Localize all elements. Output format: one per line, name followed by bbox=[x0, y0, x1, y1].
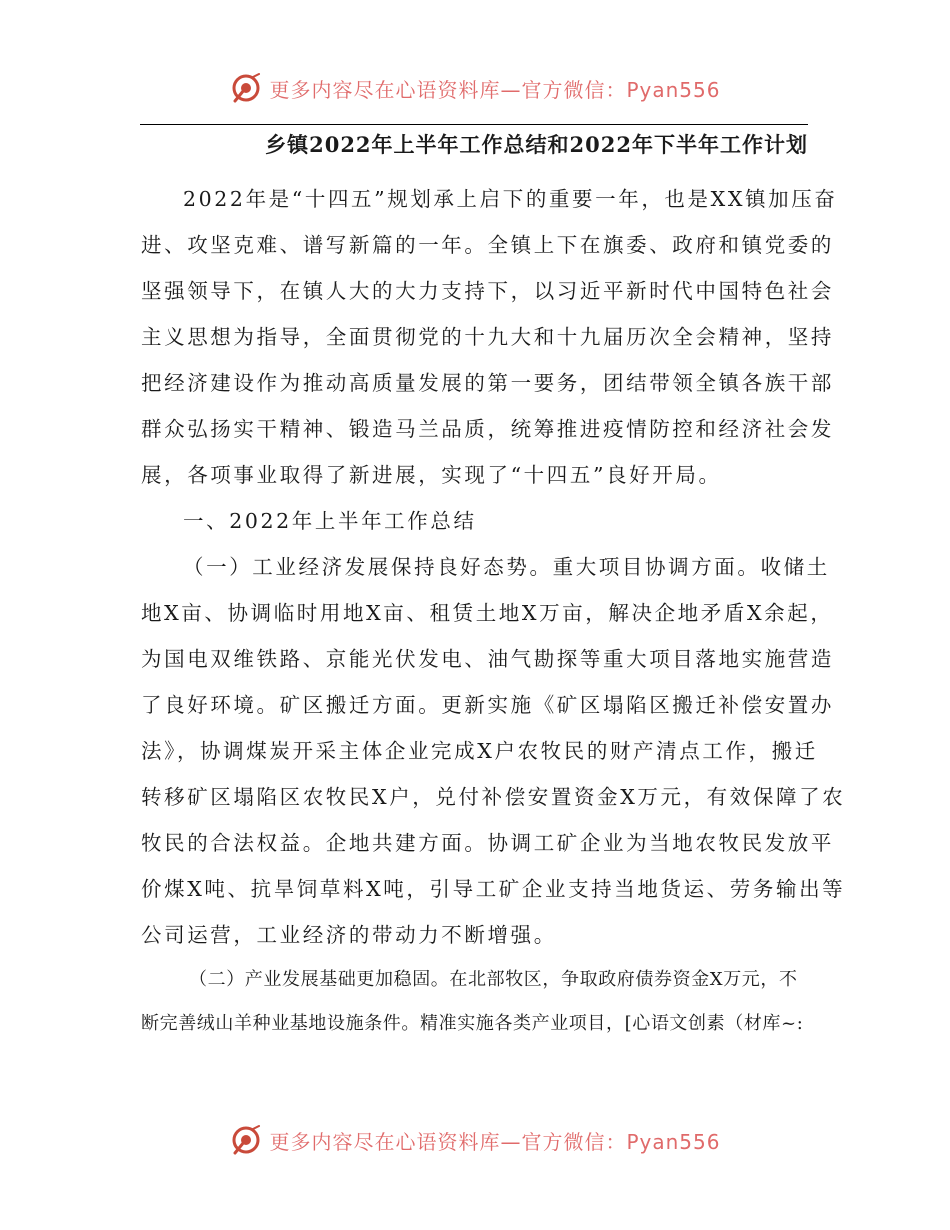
body-line: 了良好环境。矿区搬迁方面。更新实施《矿区塌陷区搬迁补偿安置办 bbox=[141, 693, 834, 717]
body-line: 公司运营，工业经济的带动力不断增强。 bbox=[141, 923, 557, 947]
body-line: 进、攻坚克难、谱写新篇的一年。全镇上下在旗委、政府和镇党委的 bbox=[141, 233, 834, 257]
body-line: 转移矿区塌陷区农牧民X户，兑付补偿安置资金X万元，有效保障了农 bbox=[141, 785, 846, 809]
body-line: 把经济建设作为推动高质量发展的第一要务，团结带领全镇各族干部 bbox=[141, 371, 834, 395]
watermark-text: 更多内容尽在心语资料库—官方微信：Pyan556 bbox=[269, 1129, 721, 1154]
section-heading: 一、2022年上半年工作总结 bbox=[183, 509, 477, 533]
body-line: 坚强领导下，在镇人大的大力支持下，以习近平新时代中国特色社会 bbox=[141, 279, 834, 303]
header-rule bbox=[140, 124, 808, 125]
body-line: 展，各项事业取得了新进展，实现了“十四五”良好开局。 bbox=[141, 463, 722, 487]
body-line: 断完善绒山羊种业基地设施条件。精准实施各类产业项目，[心语文创素（材库~: bbox=[141, 1013, 804, 1034]
body-line: （一）工业经济发展保持良好态势。重大项目协调方面。收储土 bbox=[183, 555, 830, 579]
document-body bbox=[141, 176, 846, 1046]
body-line: 法》，协调煤炭开采主体企业完成X户农牧民的财产清点工作，搬迁 bbox=[141, 739, 818, 763]
document-title: 乡镇2022年上半年工作总结和2022年下半年工作计划 bbox=[265, 132, 808, 157]
body-line: 牧民的合法权益。企地共建方面。协调工矿企业为当地农牧民发放平 bbox=[141, 831, 834, 855]
watermark-banner-top bbox=[0, 64, 950, 112]
body-line: 为国电双维铁路、京能光伏发电、油气勘探等重大项目落地实施营造 bbox=[141, 647, 834, 671]
body-line: 价煤X吨、抗旱饲草料X吨，引导工矿企业支持当地货运、劳务输出等 bbox=[141, 877, 846, 901]
body-line: 2022年是“十四五”规划承上启下的重要一年，也是XX镇加压奋 bbox=[183, 187, 838, 211]
body-line: 地X亩、协调临时用地X亩、租赁土地X万亩，解决企地矛盾X余起， bbox=[141, 601, 834, 625]
pen-logo-icon bbox=[229, 71, 263, 105]
body-line: 群众弘扬实干精神、锻造马兰品质，统筹推进疫情防控和经济社会发 bbox=[141, 417, 834, 441]
watermark-banner-bottom bbox=[0, 1116, 950, 1164]
pen-logo-icon bbox=[229, 1123, 263, 1157]
body-line: （二）产业发展基础更加稳固。在北部牧区，争取政府债券资金X万元，不 bbox=[189, 969, 798, 990]
body-line: 主义思想为指导，全面贯彻党的十九大和十九届历次全会精神，坚持 bbox=[141, 325, 834, 349]
watermark-text: 更多内容尽在心语资料库—官方微信：Pyan556 bbox=[269, 77, 721, 102]
